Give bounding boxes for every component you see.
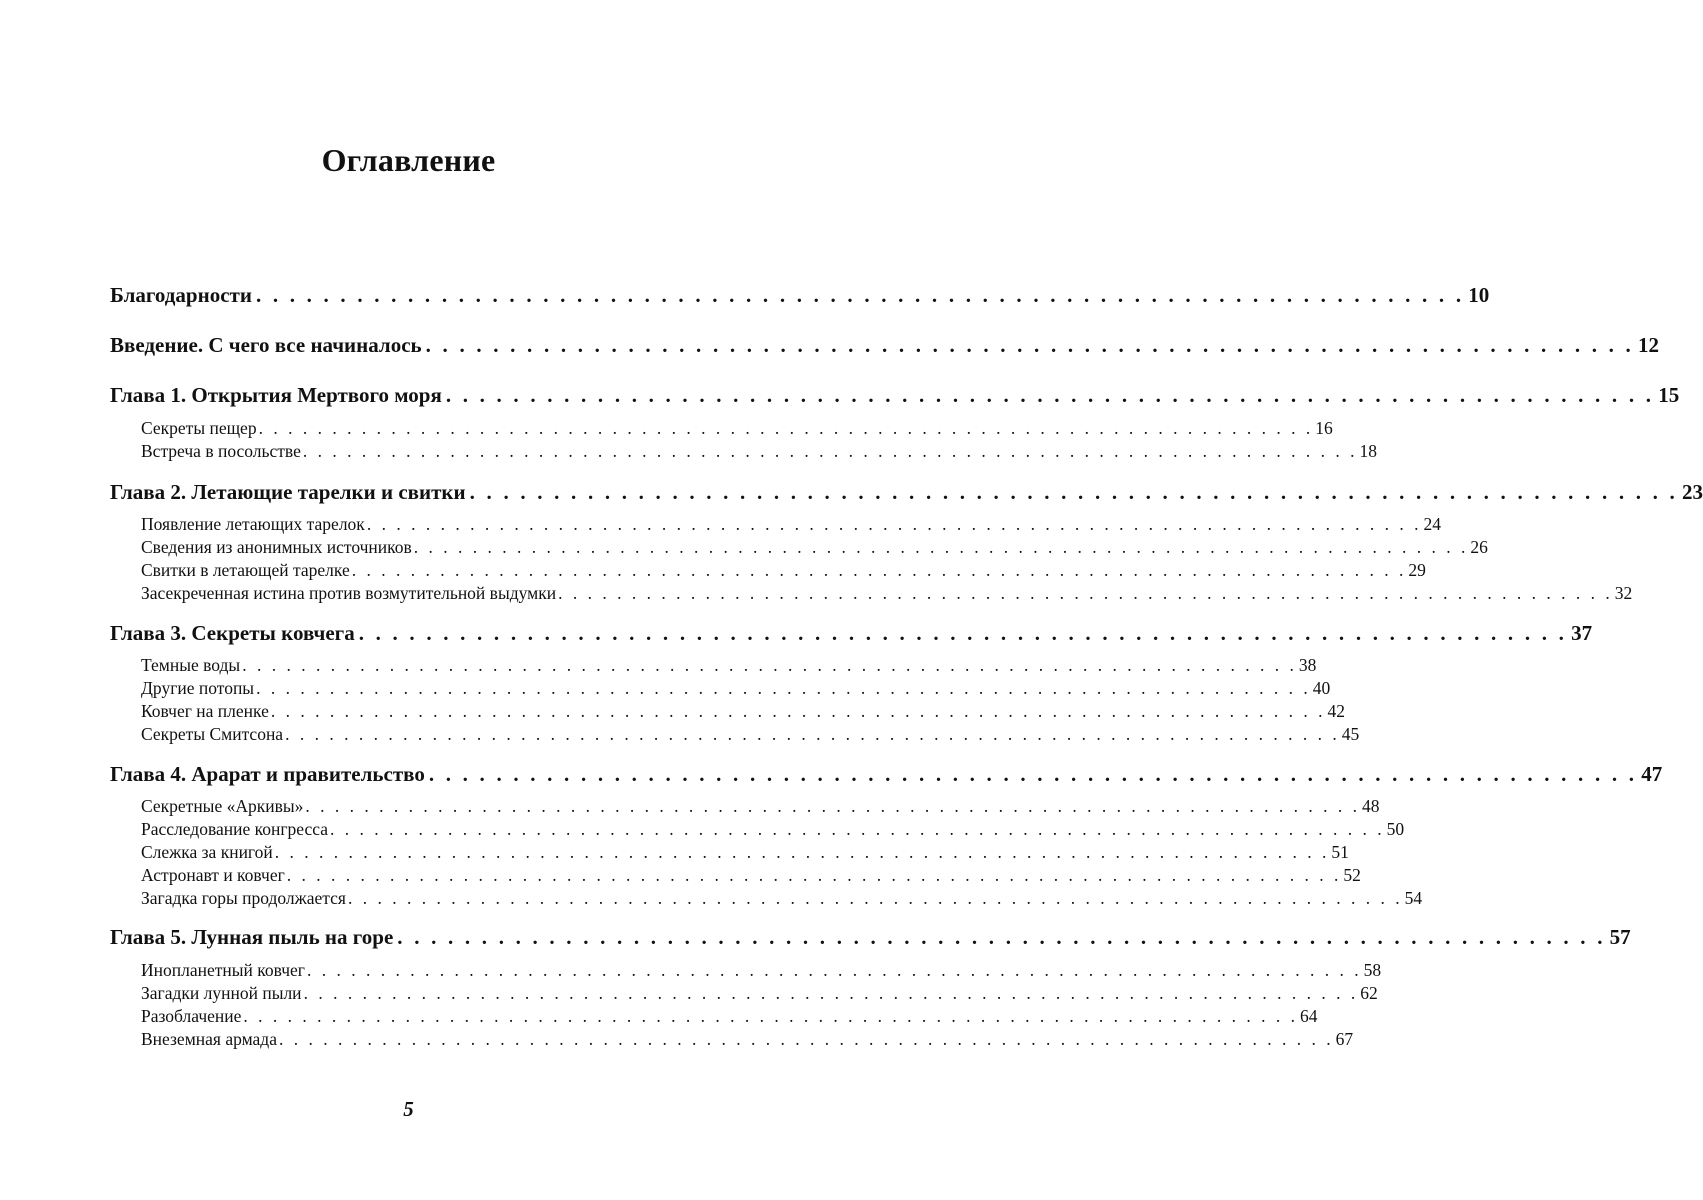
toc-entry-page: 38 [1298, 655, 1317, 675]
toc-entry-introduction[interactable] [110, 333, 1659, 363]
toc-entry-label: Введение. С чего все начиналось [110, 333, 422, 357]
toc-entry-page: 42 [1327, 701, 1345, 721]
toc-entry-page: 50 [1386, 819, 1405, 839]
toc-entry-page: 23 [1682, 480, 1703, 504]
toc-entry-label: Появление летающих тарелок [141, 514, 365, 534]
dot-leader: . . . . . . . . . . . . . . . . . . . . . . . . . . . . . . . . . . . . . . . . . . . . . . . . . . . . . . . . . . . . . . . . . . . . . . . . [558, 583, 1613, 603]
toc-entry-label: Встреча в посольстве [141, 441, 301, 461]
toc-entry-page: 24 [1423, 514, 1441, 534]
toc-entry-page: 64 [1300, 1006, 1318, 1026]
toc-entry-label: Загадка горы продолжается [141, 888, 346, 908]
toc-entry-label: Астронавт и ковчег [141, 865, 285, 885]
toc-section[interactable] [141, 983, 1378, 1007]
dot-leader: . . . . . . . . . . . . . . . . . . . . . . . . . . . . . . . . . . . . . . . . . . . . . . . . . . . . . . . . . . . . . . . . . . . . . . . . [255, 283, 1465, 307]
toc-section[interactable] [141, 819, 1405, 843]
toc-entry-label: Слежка за книгой [141, 842, 273, 862]
toc-entry-page: 62 [1360, 983, 1378, 1003]
toc-entry-page: 47 [1641, 762, 1663, 786]
dot-leader: . . . . . . . . . . . . . . . . . . . . . . . . . . . . . . . . . . . . . . . . . . . . . . . . . . . . . . . . . . . . . . . . . . . . . . . . [351, 560, 1407, 580]
dot-leader: . . . . . . . . . . . . . . . . . . . . . . . . . . . . . . . . . . . . . . . . . . . . . . . . . . . . . . . . . . . . . . . . . . . . . . . . [305, 796, 1360, 816]
dot-leader: . . . . . . . . . . . . . . . . . . . . . . . . . . . . . . . . . . . . . . . . . . . . . . . . . . . . . . . . . . . . . . . . . . . . . . . . [347, 888, 1403, 908]
toc-entry-label: Секреты пещер [141, 418, 257, 438]
toc-entry-chapter-1[interactable] [110, 383, 1680, 413]
toc-section[interactable] [141, 796, 1380, 820]
dot-leader: . . . . . . . . . . . . . . . . . . . . . . . . . . . . . . . . . . . . . . . . . . . . . . . . . . . . . . . . . . . . . . . . . . . . . . . . [270, 701, 1326, 721]
toc-section[interactable] [141, 842, 1349, 866]
toc-entry-page: 12 [1638, 333, 1659, 357]
dot-leader: . . . . . . . . . . . . . . . . . . . . . . . . . . . . . . . . . . . . . . . . . . . . . . . . . . . . . . . . . . . . . . . . . . . . . . . . [258, 418, 1314, 438]
dot-leader: . . . . . . . . . . . . . . . . . . . . . . . . . . . . . . . . . . . . . . . . . . . . . . . . . . . . . . . . . . . . . . . . . . . . . . . . [278, 1029, 1334, 1049]
toc-entry-acknowledgements[interactable] [110, 283, 1490, 313]
toc-entry-page: 32 [1614, 583, 1633, 603]
toc-entry-label: Разоблачение [141, 1006, 242, 1026]
toc-entry-label: Глава 2. Летающие тарелки и свитки [110, 480, 466, 504]
toc-entry-label: Инопланетный ковчег [141, 960, 305, 980]
toc-entry-page: 15 [1658, 383, 1680, 407]
dot-leader: . . . . . . . . . . . . . . . . . . . . . . . . . . . . . . . . . . . . . . . . . . . . . . . . . . . . . . . . . . . . . . . . . . . . . . . . [358, 621, 1568, 645]
toc-entry-label: Благодарности [110, 283, 252, 307]
toc-section[interactable] [141, 560, 1426, 584]
dot-leader: . . . . . . . . . . . . . . . . . . . . . . . . . . . . . . . . . . . . . . . . . . . . . . . . . . . . . . . . . . . . . . . . . . . . . . . . [306, 960, 1362, 980]
toc-entry-label: Темные воды [141, 655, 241, 675]
toc-entry-label: Свитки в летающей тарелке [141, 560, 350, 580]
toc-entry-page: 67 [1335, 1029, 1354, 1049]
toc-section[interactable] [141, 537, 1488, 561]
toc-entry-label: Глава 4. Арарат и правительство [110, 762, 425, 786]
toc-section[interactable] [141, 441, 1377, 465]
toc-entry-label: Расследование конгресса [141, 819, 329, 839]
toc-section[interactable] [141, 865, 1361, 889]
dot-leader: . . . . . . . . . . . . . . . . . . . . . . . . . . . . . . . . . . . . . . . . . . . . . . . . . . . . . . . . . . . . . . . . . . . . . . . . [425, 333, 1634, 357]
toc-entry-page: 26 [1470, 537, 1488, 557]
toc-section[interactable] [141, 678, 1331, 702]
dot-leader: . . . . . . . . . . . . . . . . . . . . . . . . . . . . . . . . . . . . . . . . . . . . . . . . . . . . . . . . . . . . . . . . . . . . . . . . [303, 983, 1359, 1003]
toc-entry-chapter-4[interactable] [110, 762, 1663, 792]
dot-leader: . . . . . . . . . . . . . . . . . . . . . . . . . . . . . . . . . . . . . . . . . . . . . . . . . . . . . . . . . . . . . . . . . . . . . . . . [330, 819, 1385, 839]
toc-section[interactable] [141, 514, 1441, 538]
toc-entry-page: 58 [1363, 960, 1382, 980]
toc-entry-page: 52 [1343, 865, 1361, 885]
toc-entry-page: 16 [1315, 418, 1333, 438]
dot-leader: . . . . . . . . . . . . . . . . . . . . . . . . . . . . . . . . . . . . . . . . . . . . . . . . . . . . . . . . . . . . . . . . . . . . . . . . [366, 514, 1422, 534]
toc-entry-page: 18 [1359, 441, 1377, 461]
dot-leader: . . . . . . . . . . . . . . . . . . . . . . . . . . . . . . . . . . . . . . . . . . . . . . . . . . . . . . . . . . . . . . . . . . . . . . . . [286, 865, 1342, 885]
dot-leader: . . . . . . . . . . . . . . . . . . . . . . . . . . . . . . . . . . . . . . . . . . . . . . . . . . . . . . . . . . . . . . . . . . . . . . . . [469, 480, 1678, 504]
dot-leader: . . . . . . . . . . . . . . . . . . . . . . . . . . . . . . . . . . . . . . . . . . . . . . . . . . . . . . . . . . . . . . . . . . . . . . . . [256, 678, 1311, 698]
toc-section[interactable] [141, 724, 1360, 748]
toc-section[interactable] [141, 1029, 1354, 1053]
toc-section[interactable] [141, 418, 1333, 442]
dot-leader: . . . . . . . . . . . . . . . . . . . . . . . . . . . . . . . . . . . . . . . . . . . . . . . . . . . . . . . . . . . . . . . . . . . . . . . . [285, 724, 1340, 744]
toc-entry-chapter-5[interactable] [110, 925, 1631, 955]
toc-entry-label: Секреты Смитсона [141, 724, 284, 744]
toc-section[interactable] [141, 888, 1423, 912]
toc-entry-label: Глава 5. Лунная пыль на горе [110, 925, 394, 949]
toc-entry-label: Внеземная армада [141, 1029, 277, 1049]
toc-entry-label: Загадки лунной пыли [141, 983, 302, 1003]
toc-section[interactable] [141, 655, 1317, 679]
toc-entry-chapter-2[interactable] [110, 480, 1703, 510]
dot-leader: . . . . . . . . . . . . . . . . . . . . . . . . . . . . . . . . . . . . . . . . . . . . . . . . . . . . . . . . . . . . . . . . . . . . . . . . [242, 655, 1297, 675]
toc-entry-page: 57 [1609, 925, 1631, 949]
dot-leader: . . . . . . . . . . . . . . . . . . . . . . . . . . . . . . . . . . . . . . . . . . . . . . . . . . . . . . . . . . . . . . . . . . . . . . . . [445, 383, 1655, 407]
toc-entry-label: Засекреченная истина против возмутительной выдумки [141, 583, 557, 603]
dot-leader: . . . . . . . . . . . . . . . . . . . . . . . . . . . . . . . . . . . . . . . . . . . . . . . . . . . . . . . . . . . . . . . . . . . . . . . . [274, 842, 1330, 862]
dot-leader: . . . . . . . . . . . . . . . . . . . . . . . . . . . . . . . . . . . . . . . . . . . . . . . . . . . . . . . . . . . . . . . . . . . . . . . . [243, 1006, 1299, 1026]
toc-section[interactable] [141, 960, 1382, 984]
toc-entry-page: 10 [1468, 283, 1490, 307]
toc-entry-label: Сведения из анонимных источников [141, 537, 412, 557]
page-number: 5 [403, 1097, 414, 1121]
toc-entry-label: Другие потопы [141, 678, 255, 698]
toc-entry-page: 37 [1571, 621, 1593, 645]
toc-entry-label: Глава 3. Секреты ковчега [110, 621, 355, 645]
toc-section[interactable] [141, 583, 1633, 607]
dot-leader: . . . . . . . . . . . . . . . . . . . . . . . . . . . . . . . . . . . . . . . . . . . . . . . . . . . . . . . . . . . . . . . . . . . . . . . . [413, 537, 1469, 557]
toc-entry-label: Ковчег на пленке [141, 701, 269, 721]
toc-entry-page: 51 [1331, 842, 1349, 862]
toc-entry-label: Глава 1. Открытия Мертвого моря [110, 383, 442, 407]
toc-section[interactable] [141, 1006, 1318, 1030]
toc-entry-page: 45 [1341, 724, 1360, 744]
toc-entry-page: 40 [1312, 678, 1331, 698]
toc-entry-page: 29 [1408, 560, 1426, 580]
dot-leader: . . . . . . . . . . . . . . . . . . . . . . . . . . . . . . . . . . . . . . . . . . . . . . . . . . . . . . . . . . . . . . . . . . . . . . . . [302, 441, 1358, 461]
toc-entry-page: 54 [1404, 888, 1423, 908]
toc-section[interactable] [141, 701, 1345, 725]
toc-entry-label: Секретные «Аркивы» [141, 796, 304, 816]
dot-leader: . . . . . . . . . . . . . . . . . . . . . . . . . . . . . . . . . . . . . . . . . . . . . . . . . . . . . . . . . . . . . . . . . . . . . . . . [428, 762, 1638, 786]
page-title: Оглавление [321, 142, 496, 178]
toc-entry-page: 48 [1362, 796, 1380, 816]
toc-entry-chapter-3[interactable] [110, 621, 1593, 651]
dot-leader: . . . . . . . . . . . . . . . . . . . . . . . . . . . . . . . . . . . . . . . . . . . . . . . . . . . . . . . . . . . . . . . . . . . . . . . . [397, 925, 1606, 949]
